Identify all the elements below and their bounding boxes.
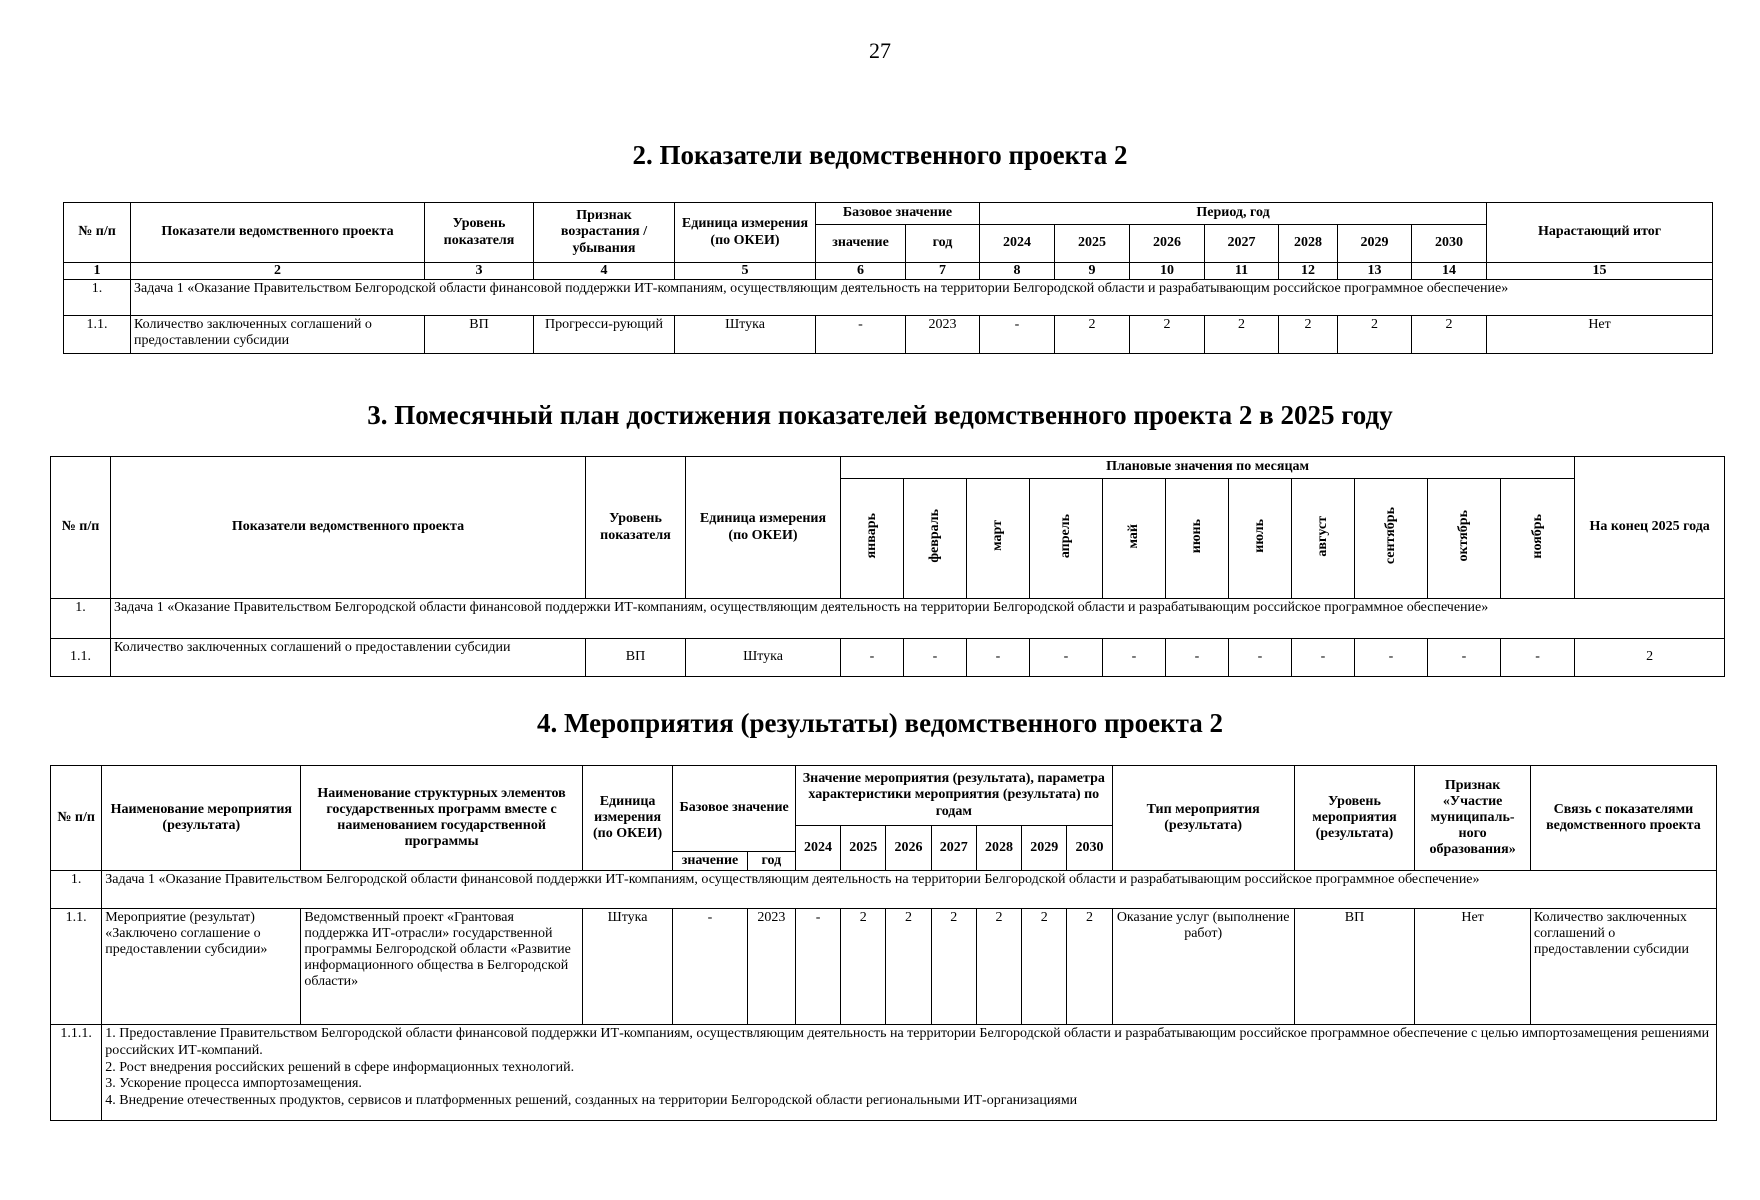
row-indicator: Количество заключенных соглашений о предоставлении субсидии: [111, 639, 586, 677]
indicators-table: [63, 202, 1713, 354]
column-index: 6: [816, 263, 906, 280]
row-month-value: -: [1229, 639, 1292, 677]
section4-title: 4. Мероприятия (результаты) ведомственного проекта 2: [537, 708, 1223, 738]
column-index: 15: [1487, 263, 1713, 280]
header-year: 2025: [841, 826, 886, 871]
header-year: 2028: [1279, 225, 1338, 263]
row-year-value: 2: [1205, 316, 1279, 354]
row-month-value: -: [1501, 639, 1575, 677]
row-num: 1.1.: [64, 316, 131, 354]
row-unit: Штука: [686, 639, 841, 677]
row-month-value: -: [904, 639, 967, 677]
header-month: июнь: [1188, 518, 1204, 554]
header-year: 2024: [980, 225, 1055, 263]
header-base-value: значение: [816, 225, 906, 263]
header-month: март: [989, 520, 1005, 552]
header-type: Тип мероприятия (результата): [1112, 766, 1294, 871]
column-index: 4: [534, 263, 675, 280]
header-month: октябрь: [1455, 510, 1471, 562]
row-num: 1.1.: [51, 909, 102, 1025]
row-year-value: 2: [1067, 909, 1112, 1025]
column-index: 12: [1279, 263, 1338, 280]
row-year-value: 2: [976, 909, 1021, 1025]
row-cumulative: Нет: [1487, 316, 1713, 354]
column-index: 2: [131, 263, 425, 280]
header-year: 2027: [931, 826, 976, 871]
header-unit: Единица измерения (по ОКЕИ): [686, 457, 841, 599]
row-base-value: -: [673, 909, 747, 1025]
header-year: 2024: [795, 826, 840, 871]
header-year: 2029: [1338, 225, 1412, 263]
header-unit: Единица измерения (по ОКЕИ): [582, 766, 672, 871]
task-num: 1.: [51, 871, 102, 909]
header-year: 2030: [1067, 826, 1112, 871]
header-link: Связь с показателями ведомственного проекта: [1530, 766, 1716, 871]
notes-num: 1.1.1.: [51, 1025, 102, 1121]
header-num: № п/п: [51, 766, 102, 871]
row-num: 1.1.: [51, 639, 111, 677]
row-month-value: -: [1355, 639, 1428, 677]
row-year-value: 2: [1130, 316, 1205, 354]
monthly-plan-table: [50, 456, 1725, 677]
notes-cell: [102, 1025, 1717, 1121]
header-name: Наименование мероприятия (результата): [102, 766, 301, 871]
row-month-value: -: [1428, 639, 1501, 677]
header-base-year: год: [906, 225, 980, 263]
row-end-value: 2: [1575, 639, 1725, 677]
row-link: Количество заключенных соглашений о предоставлении субсидии: [1530, 909, 1716, 1025]
section2-title: 2. Показатели ведомственного проекта 2: [632, 140, 1128, 170]
header-level: Уровень показателя: [586, 457, 686, 599]
row-type: Оказание услуг (выполнение работ): [1112, 909, 1294, 1025]
header-end: На конец 2025 года: [1575, 457, 1725, 599]
task-text: Задача 1 «Оказание Правительством Белгородской области финансовой поддержки ИТ-компаниям, осуществляющим деятельность на территории Белгородской области и разрабатывающим российское программное обеспечение»: [102, 871, 1717, 909]
header-year: 2027: [1205, 225, 1279, 263]
column-index: 7: [906, 263, 980, 280]
row-year-value: 2: [886, 909, 931, 1025]
column-index: 14: [1412, 263, 1487, 280]
header-num: № п/п: [64, 203, 131, 263]
row-base-value: -: [816, 316, 906, 354]
header-year: 2028: [976, 826, 1021, 871]
header-year: 2026: [886, 826, 931, 871]
task-num: 1.: [51, 599, 111, 639]
column-index: 9: [1055, 263, 1130, 280]
header-unit: Единица измерения (по ОКЕИ): [675, 203, 816, 263]
row-month-value: -: [1103, 639, 1166, 677]
header-num: № п/п: [51, 457, 111, 599]
header-year: 2029: [1022, 826, 1067, 871]
header-indicator: Показатели ведомственного проекта: [131, 203, 425, 263]
header-month: апрель: [1057, 513, 1073, 559]
header-month: май: [1125, 523, 1141, 549]
page-number: 27: [869, 38, 891, 63]
row-year-value: 2: [1022, 909, 1067, 1025]
column-index: 8: [980, 263, 1055, 280]
row-month-value: -: [1166, 639, 1229, 677]
note-line: 4. Внедрение отечественных продуктов, сервисов и платформенных решений, созданных на территории Белгородской области региональными ИТ-организациями: [105, 1093, 1078, 1109]
row-year-value: 2: [1412, 316, 1487, 354]
row-indicator: Количество заключенных соглашений о предоставлении субсидии: [131, 316, 425, 354]
row-unit: Штука: [582, 909, 672, 1025]
header-month: январь: [863, 513, 879, 559]
header-year: 2025: [1055, 225, 1130, 263]
task-text: Задача 1 «Оказание Правительством Белгородской области финансовой поддержки ИТ-компаниям, осуществляющим деятельность на территории Белгородской области и разрабатывающим российское программное обеспечение»: [111, 599, 1725, 639]
note-line: 1. Предоставление Правительством Белгородской области финансовой поддержки ИТ-компаниям, осуществляющим деятельность на территории Белгородской области и разрабатывающим российское программное обеспечение с целью импортозамещения решениями российских ИТ-компаний.: [105, 1026, 1710, 1058]
header-base-value: значение: [673, 852, 747, 871]
header-planned: Плановые значения по месяцам: [841, 457, 1575, 479]
row-structural: Ведомственный проект «Грантовая поддержка ИТ-отрасли» государственной программы Белгородской области «Развитие информационного общества в Белгородской области»: [301, 909, 583, 1025]
row-base-year: 2023: [906, 316, 980, 354]
task-num: 1.: [64, 280, 131, 316]
column-index: 11: [1205, 263, 1279, 280]
row-month-value: -: [967, 639, 1030, 677]
header-level: Уровень показателя: [425, 203, 534, 263]
header-trend: Признак возрастания / убывания: [534, 203, 675, 263]
header-base: Базовое значение: [673, 766, 796, 852]
header-year: 2026: [1130, 225, 1205, 263]
row-municipal: Нет: [1415, 909, 1531, 1025]
column-index: 5: [675, 263, 816, 280]
row-trend: Прогресси-рующий: [534, 316, 675, 354]
header-structural: Наименование структурных элементов государственных программ вместе с наименованием государственной программы: [301, 766, 583, 871]
header-cumulative: Нарастающий итог: [1487, 203, 1713, 263]
row-year-value: 2: [1338, 316, 1412, 354]
row-year-value: 2: [931, 909, 976, 1025]
row-year-value: 2: [1055, 316, 1130, 354]
header-indicator: Показатели ведомственного проекта: [111, 457, 586, 599]
header-value-by-years: Значение мероприятия (результата), параметра характеристики мероприятия (результата) по годам: [795, 766, 1112, 826]
task-text: Задача 1 «Оказание Правительством Белгородской области финансовой поддержки ИТ-компаниям, осуществляющим деятельность на территории Белгородской области и разрабатывающим российское программное обеспечение»: [131, 280, 1713, 316]
row-unit: Штука: [675, 316, 816, 354]
header-base: Базовое значение: [816, 203, 980, 225]
header-month: август: [1314, 515, 1330, 557]
activities-table: [50, 765, 1717, 1121]
header-year: 2030: [1412, 225, 1487, 263]
note-line: 3. Ускорение процесса импортозамещения.: [105, 1076, 362, 1092]
row-month-value: -: [1292, 639, 1355, 677]
row-month-value: -: [1030, 639, 1103, 677]
column-index: 10: [1130, 263, 1205, 280]
header-level: Уровень мероприятия (результата): [1294, 766, 1415, 871]
header-month: февраль: [926, 509, 942, 563]
row-name: Мероприятие (результат) «Заключено соглашение о предоставлении субсидии»: [102, 909, 301, 1025]
row-level: ВП: [586, 639, 686, 677]
column-index: 3: [425, 263, 534, 280]
header-municipal: Признак «Участие муниципаль-ного образования»: [1415, 766, 1531, 871]
row-year-value: 2: [841, 909, 886, 1025]
row-level: ВП: [425, 316, 534, 354]
note-line: 2. Рост внедрения российских решений в сфере информационных технологий.: [105, 1059, 575, 1075]
header-month: ноябрь: [1529, 513, 1545, 559]
header-month: сентябрь: [1382, 507, 1398, 565]
row-year-value: -: [980, 316, 1055, 354]
row-year-value: 2: [1279, 316, 1338, 354]
row-level: ВП: [1294, 909, 1415, 1025]
section3-title: 3. Помесячный план достижения показателей ведомственного проекта 2 в 2025 году: [367, 400, 1393, 430]
column-index: 13: [1338, 263, 1412, 280]
row-month-value: -: [841, 639, 904, 677]
header-period: Период, год: [980, 203, 1487, 225]
row-year-value: -: [795, 909, 840, 1025]
header-month: июль: [1251, 519, 1267, 553]
header-base-year: год: [747, 852, 795, 871]
column-index: 1: [64, 263, 131, 280]
row-base-year: 2023: [747, 909, 795, 1025]
